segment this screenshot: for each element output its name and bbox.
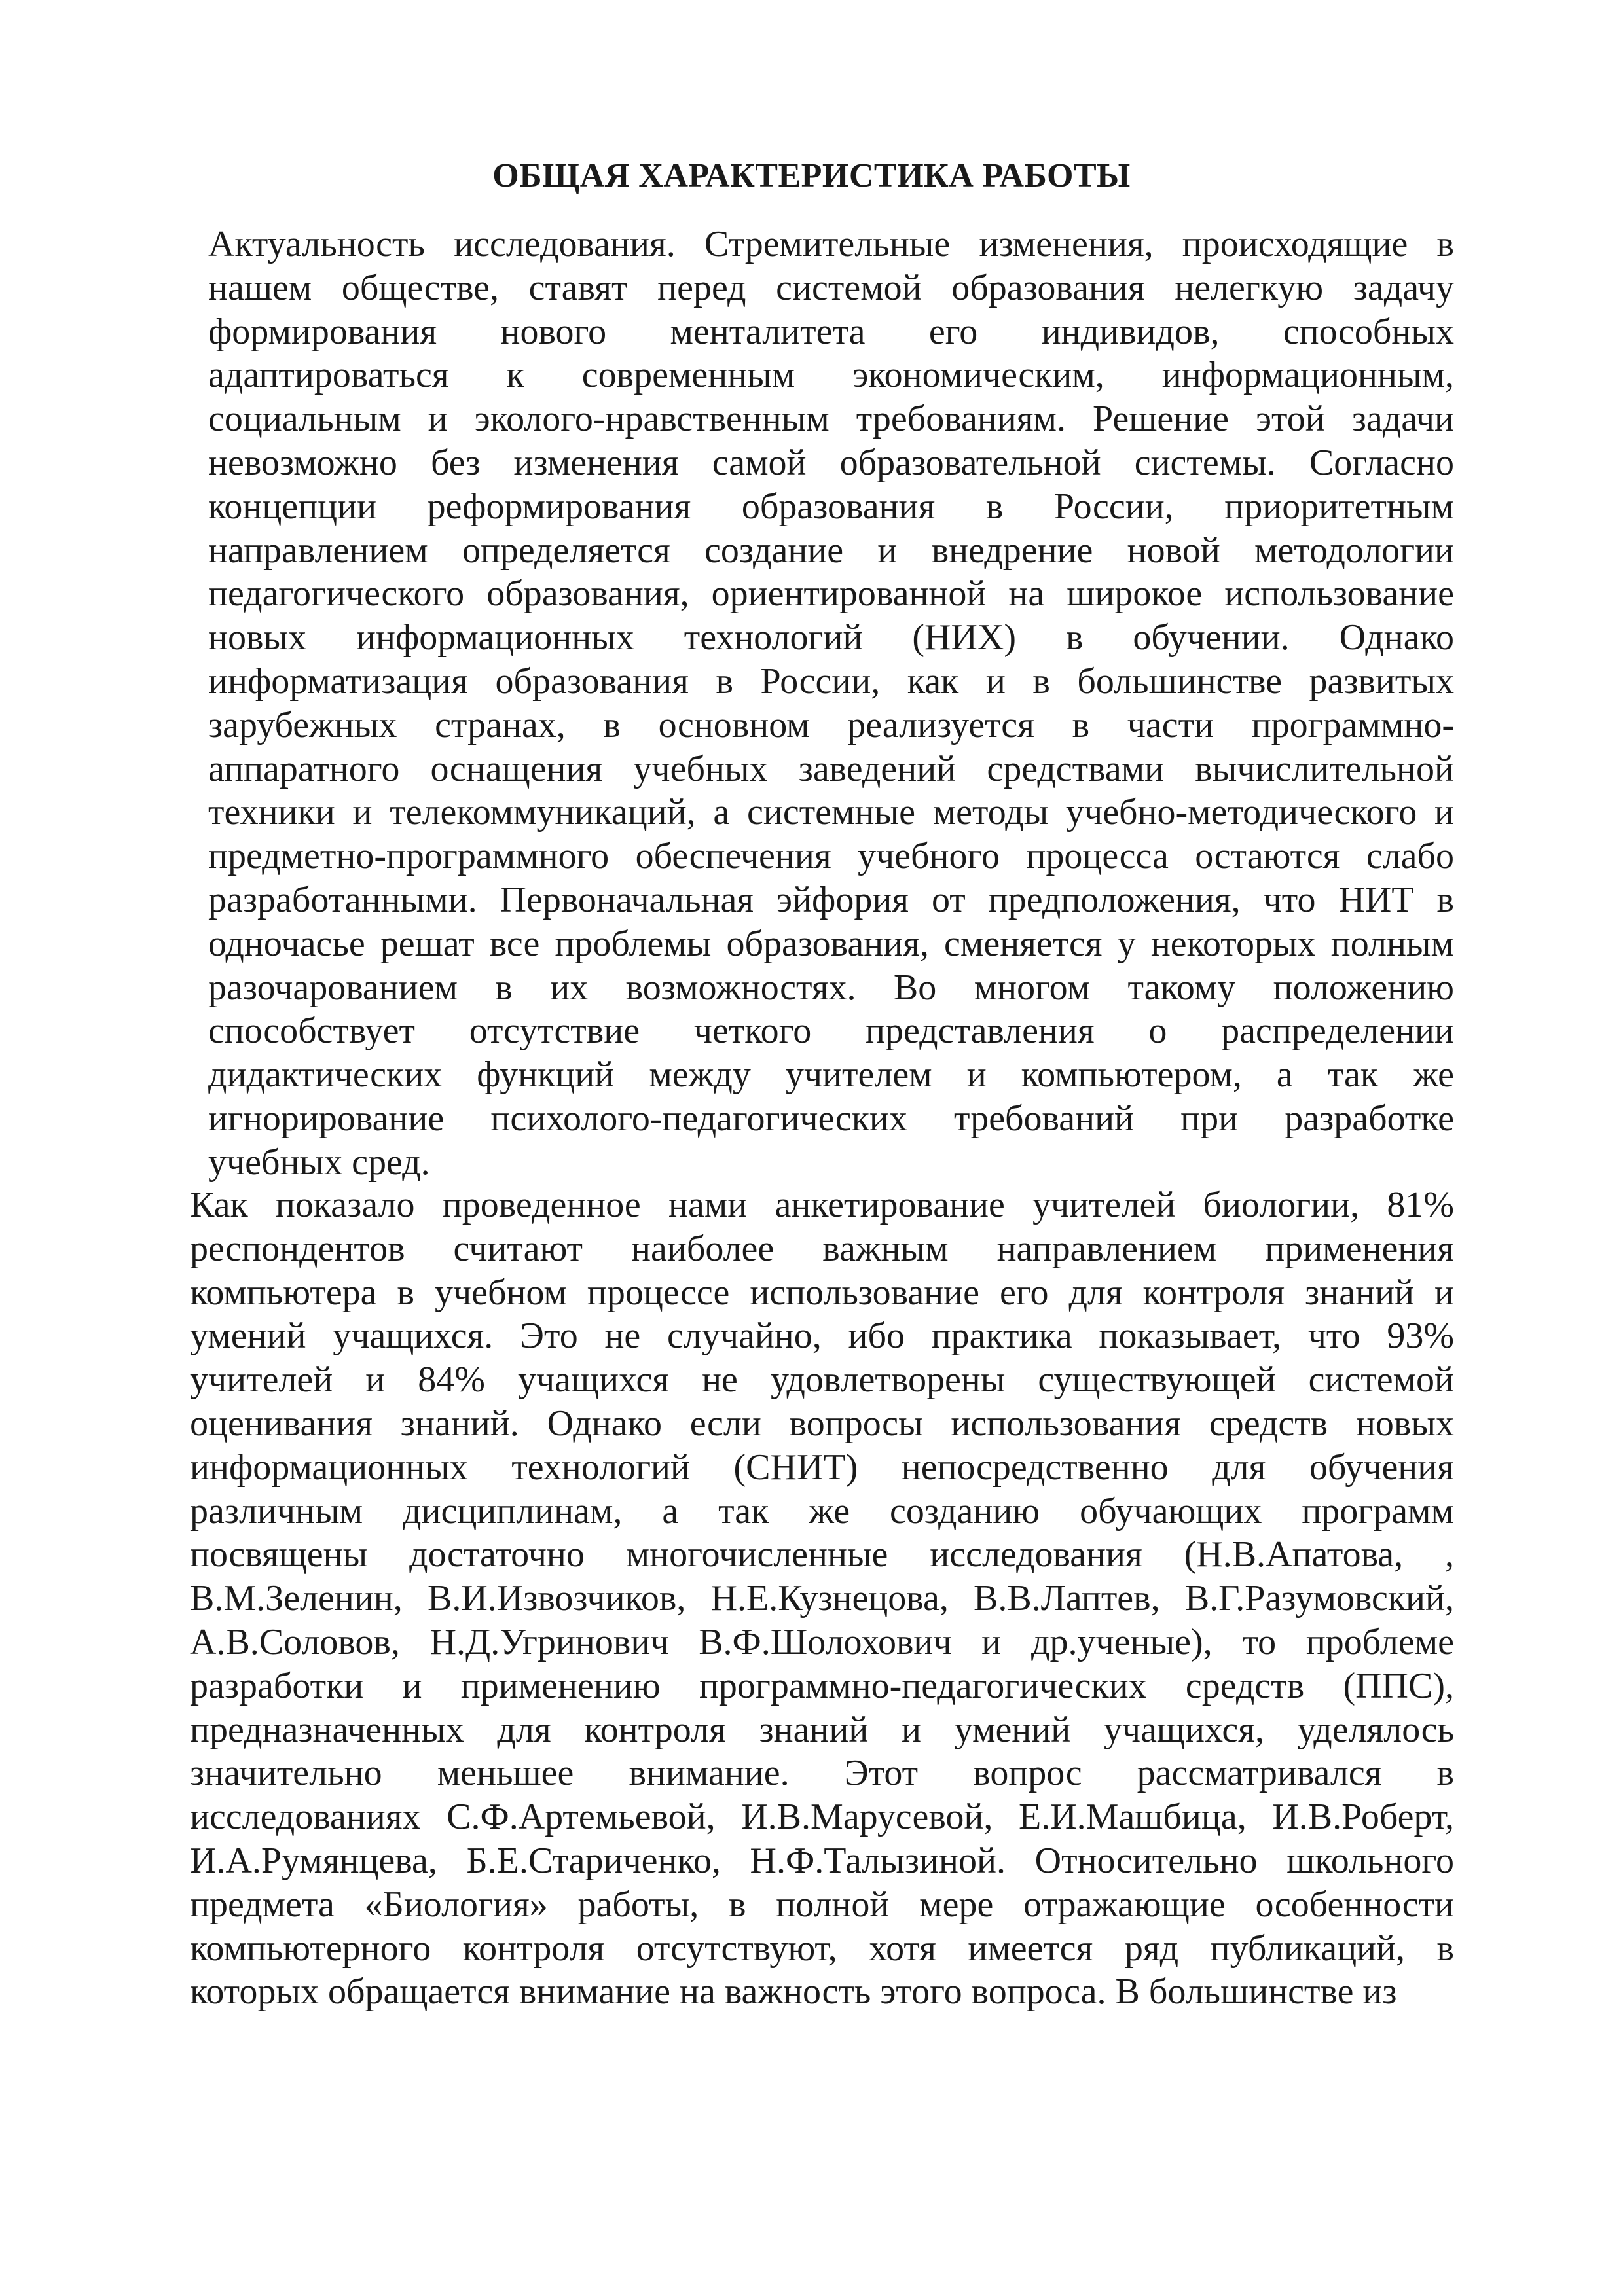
text-line: значительно меньшее внимание. Этот вопрос рассматривался в [190, 1753, 1454, 1794]
text-line: адаптироваться к современным экономическим, информационным, [208, 355, 1454, 396]
paragraph-relevance [208, 223, 1454, 1185]
text-line: разработки и применению программно-педагогических средств (ППС), [190, 1665, 1454, 1706]
text-line: нашем обществе, ставят перед системой образования нелегкую задачу [208, 267, 1454, 308]
text-line: техники и телекоммуникаций, а системные методы учебно-методического и [208, 792, 1454, 833]
text-line: респондентов считают наиболее важным направлением применения [190, 1228, 1454, 1269]
text-line: оценивания знаний. Однако если вопросы использования средств новых [190, 1403, 1454, 1444]
text-line: концепции реформирования образования в России, приоритетным [208, 486, 1454, 527]
text-line: социальным и эколого-нравственным требованиям. Решение этой задачи [208, 399, 1454, 440]
text-line: В.М.Зеленин, В.И.Извозчиков, Н.Е.Кузнецова, В.В.Лаптев, В.Г.Разумовский, [190, 1578, 1454, 1619]
text-line: которых обращается внимание на важность этого вопроса. В большинстве из [190, 1971, 1397, 2013]
text-line: направлением определяется создание и внедрение новой методологии [208, 529, 1454, 571]
text-line: информатизация образования в России, как и в большинстве развитых [208, 660, 1454, 702]
text-line: информационных технологий (СНИТ) непосредственно для обучения [190, 1446, 1454, 1488]
text-line: зарубежных странах, в основном реализуется в части программно- [208, 704, 1454, 745]
text-line: способствует отсутствие четкого представления о распределении [208, 1011, 1454, 1052]
text-line: И.А.Румянцева, Б.Е.Стариченко, Н.Ф.Талызиной. Относительно школьного [190, 1840, 1454, 1881]
text-line: исследованиях С.Ф.Артемьевой, И.В.Марусевой, Е.И.Машбица, И.В.Роберт, [190, 1797, 1454, 1838]
text-line: учителей и 84% учащихся не удовлетворены существующей системой [190, 1359, 1454, 1401]
text-line: А.В.Соловов, Н.Д.Угринович В.Ф.Шолохович и др.ученые), то проблеме [190, 1621, 1454, 1662]
text-line: невозможно без изменения самой образовательной системы. Согласно [208, 442, 1454, 483]
text-line: разочарованием в их возможностях. Во многом такому положению [208, 967, 1454, 1008]
text-line: педагогического образования, ориентированной на широкое использование [208, 573, 1454, 615]
text-line: игнорирование психолого-педагогических требований при разработке [208, 1098, 1454, 1139]
text-line: новых информационных технологий (НИХ) в обучении. Однако [208, 617, 1454, 658]
text-line: Актуальность исследования. Стремительные изменения, происходящие в [208, 224, 1454, 264]
text-line: формирования нового менталитета его индивидов, способных [208, 311, 1454, 352]
text-line: предметно-программного обеспечения учебного процесса остаются слабо [208, 836, 1454, 877]
text-line: разработанными. Первоначальная эйфория от предположения, что НИТ в [208, 879, 1454, 920]
text-line: предмета «Биология» работы, в полной мере отражающие особенности [190, 1884, 1454, 1925]
text-line: компьютера в учебном процессе использование его для контроля знаний и [190, 1272, 1454, 1313]
page-title: ОБЩАЯ ХАРАКТЕРИСТИКА РАБОТЫ [492, 157, 1131, 194]
text-line: учебных сред. [208, 1141, 430, 1183]
text-line: посвящены достаточно многочисленные исследования (Н.В.Апатова, , [190, 1534, 1454, 1575]
paragraph-survey [190, 1183, 1454, 2014]
text-line: компьютерного контроля отсутствуют, хотя имеется ряд публикаций, в [190, 1928, 1454, 1969]
text-line: предназначенных для контроля знаний и умений учащихся, уделялось [190, 1709, 1454, 1750]
text-line: Как показало проведенное нами анкетирование учителей биологии, 81% [190, 1185, 1454, 1225]
text-line: умений учащихся. Это не случайно, ибо практика показывает, что 93% [190, 1316, 1454, 1357]
text-line: одночасье решат все проблемы образования, сменяется у некоторых полным [208, 923, 1454, 964]
text-line: дидактических функций между учителем и компьютером, а так же [208, 1054, 1454, 1096]
text-line: аппаратного оснащения учебных заведений средствами вычислительной [208, 748, 1454, 789]
text-line: различным дисциплинам, а так же созданию обучающих программ [190, 1490, 1454, 1532]
